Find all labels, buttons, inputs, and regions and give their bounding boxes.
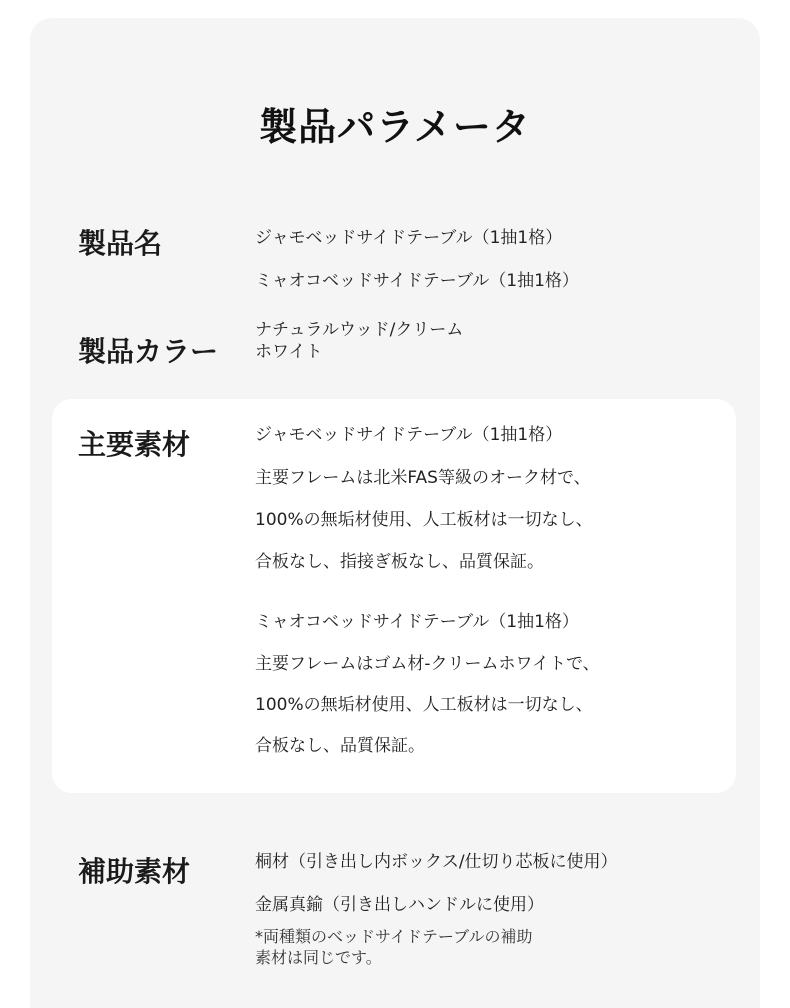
product-name-item-2: ミャオコベッドサイドテーブル（1抽1格） (255, 271, 579, 291)
product-name-item-1: ジャモベッドサイドテーブル（1抽1格） (255, 228, 563, 248)
main-material-group2-line-3: 合板なし、品質保証。 (255, 736, 425, 756)
auxiliary-material-note-line-2: 素材は同じです。 (255, 948, 382, 967)
auxiliary-material-label: 補助素材 (78, 855, 191, 888)
product-color-label: 製品カラー (78, 335, 219, 368)
main-material-group2-name: ミャオコベッドサイドテーブル（1抽1格） (255, 612, 579, 632)
auxiliary-material-item-2: 金属真鍮（引き出しハンドルに使用） (255, 895, 544, 915)
auxiliary-material-note (255, 926, 532, 968)
main-material-group1-line-3: 合板なし、指接ぎ板なし、品質保証。 (255, 552, 544, 572)
product-name-label: 製品名 (78, 227, 163, 260)
main-material-group2-line-1: 主要フレームはゴム材-クリームホワイトで、 (255, 654, 600, 674)
auxiliary-material-note-line-1: *両種類のベッドサイドテーブルの補助 (255, 927, 533, 946)
product-color-line-1: ナチュラルウッド/クリーム (255, 320, 464, 340)
main-material-group1-line-2: 100%の無垢材使用、人工板材は一切なし、 (255, 510, 593, 530)
main-material-group2-line-2: 100%の無垢材使用、人工板材は一切なし、 (255, 695, 593, 715)
product-color-line-2: ホワイト (255, 342, 323, 362)
page-title: 製品パラメータ (259, 105, 531, 149)
auxiliary-material-item-1: 桐材（引き出し内ボックス/仕切り芯板に使用） (255, 852, 618, 872)
main-material-group1-name: ジャモベッドサイドテーブル（1抽1格） (255, 425, 563, 445)
main-material-label: 主要素材 (78, 428, 191, 461)
main-material-group1-line-1: 主要フレームは北米FAS等級のオーク材で、 (255, 468, 591, 488)
